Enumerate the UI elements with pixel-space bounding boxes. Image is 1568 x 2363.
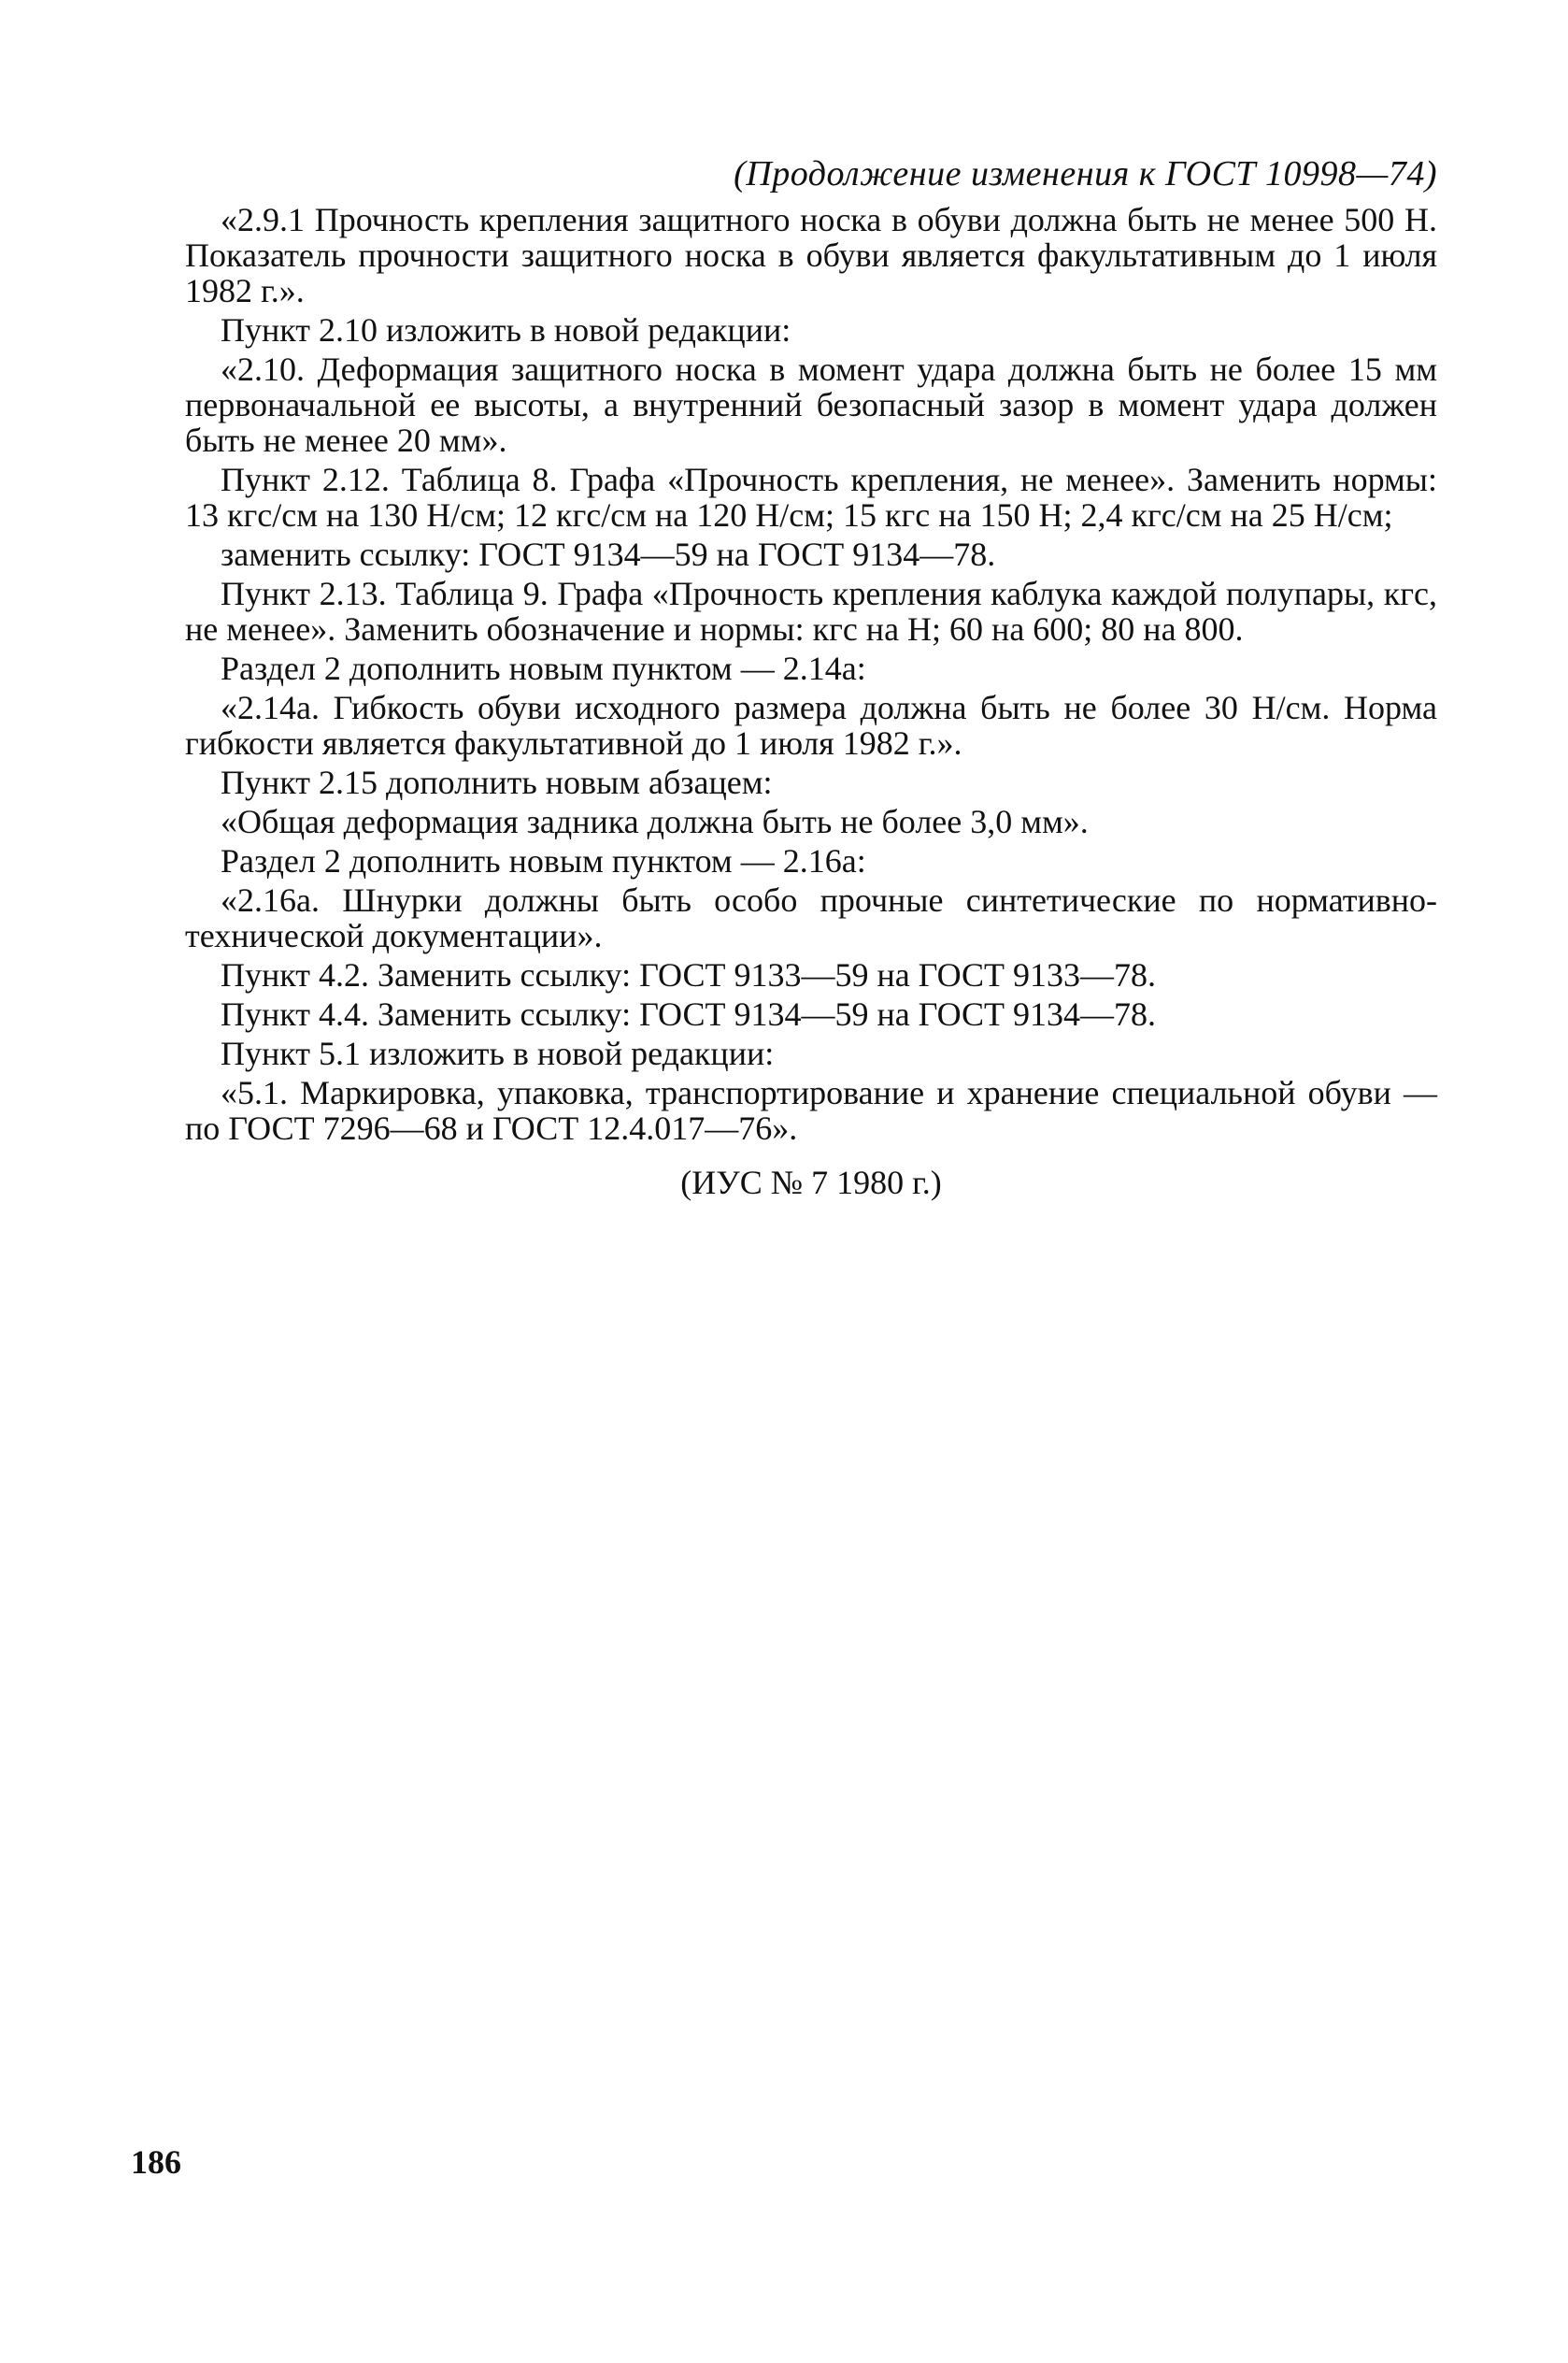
paragraph-item-4-4: Пункт 4.4. Заменить ссылку: ГОСТ 9134—59 на ГОСТ 9134—78. — [221, 995, 1157, 1033]
paragraph-reference-replace-9134: заменить ссылку: ГОСТ 9134—59 на ГОСТ 9134—78. — [221, 536, 996, 573]
paragraph-2-9-1: «2.9.1 Прочность крепления защитного носка в обуви должна быть не менее 500 Н. Показатель прочности защитного носка в обуви является факультативным до 1 июля 1982 г.». — [185, 201, 1437, 309]
paragraph-2-14a: «2.14а. Гибкость обуви исходного размера должна быть не более 30 Н/см. Норма гибкости является факультативной до 1 июля 1982 г.». — [185, 689, 1437, 762]
page-content — [185, 155, 1437, 1200]
paragraph-section-2-add-2-16a: Раздел 2 дополнить новым пунктом — 2.16а: — [221, 842, 866, 880]
paragraph-item-2-12: Пункт 2.12. Таблица 8. Графа «Прочность крепления, не менее». Заменить нормы: 13 кгс/см на 130 Н/см; 12 кгс/см на 120 Н/см; 15 кгс на 150 Н; 2,4 кгс/см на 25 Н/см; — [185, 461, 1437, 534]
paragraph-item-4-2: Пункт 4.2. Заменить ссылку: ГОСТ 9133—59 на ГОСТ 9133—78. — [221, 956, 1157, 994]
paragraph-5-1: «5.1. Маркировка, упаковка, транспортирование и хранение специальной обуви — по ГОСТ 7296—68 и ГОСТ 12.4.017—76». — [185, 1074, 1437, 1147]
paragraph-heel-deformation: «Общая деформация задника должна быть не более 3,0 мм». — [221, 803, 1089, 840]
page-number: 186 — [131, 2143, 181, 2181]
paragraph-section-2-add-2-14a: Раздел 2 дополнить новым пунктом — 2.14а: — [221, 650, 866, 687]
ius-footnote: (ИУС № 7 1980 г.) — [680, 1164, 942, 1201]
paragraph-item-2-15: Пункт 2.15 дополнить новым абзацем: — [221, 764, 773, 801]
paragraph-2-10: «2.10. Деформация защитного носка в момент удара должна быть не более 15 мм первоначальной ее высоты, а внутренний безопасный зазор в момент удара должен быть не менее 20 мм». — [185, 351, 1437, 459]
paragraph-item-2-10-intro: Пункт 2.10 изложить в новой редакции: — [221, 311, 791, 349]
paragraph-2-16a: «2.16а. Шнурки должны быть особо прочные синтетические по нормативно-технической документации». — [185, 881, 1437, 954]
paragraph-item-5-1-intro: Пункт 5.1 изложить в новой редакции: — [221, 1035, 775, 1072]
page-header-title: (Продолжение изменения к ГОСТ 10998—74) — [734, 154, 1437, 193]
paragraph-item-2-13: Пункт 2.13. Таблица 9. Графа «Прочность крепления каблука каждой полупары, кгс, не менее». Заменить обозначение и нормы: кгс на Н; 60 на 600; 80 на 800. — [185, 575, 1437, 648]
